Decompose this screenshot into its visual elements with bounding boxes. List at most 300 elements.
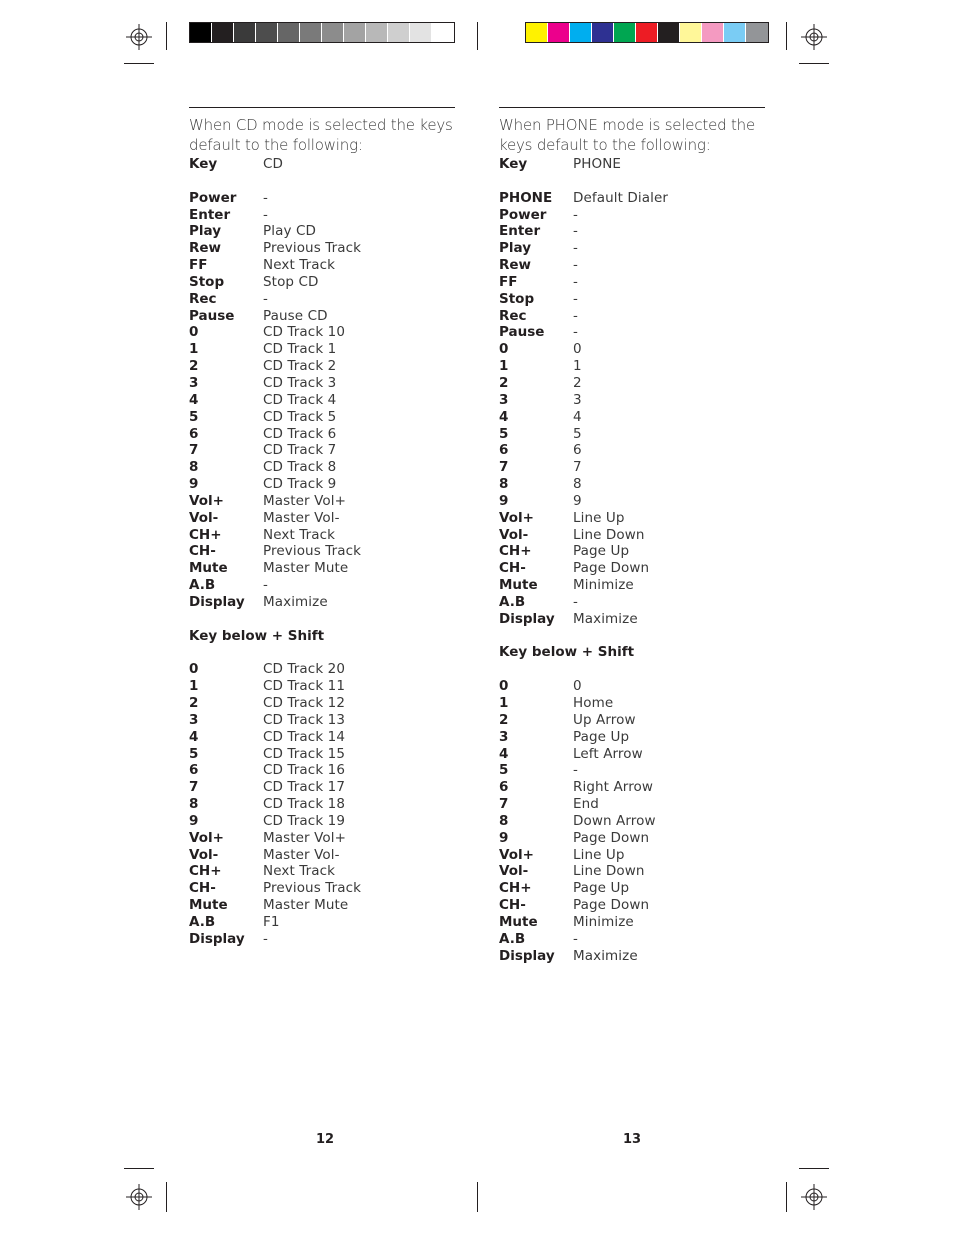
table-row xyxy=(499,678,765,695)
key-function: - xyxy=(263,577,268,594)
table-row xyxy=(499,796,765,813)
key-function: Down Arrow xyxy=(573,812,656,829)
key-function: 0 xyxy=(573,341,582,358)
key-name: Vol+ xyxy=(189,829,224,846)
crop-mark xyxy=(477,22,478,50)
key-name: Vol+ xyxy=(499,509,534,526)
color-swatch xyxy=(636,23,658,42)
key-function: - xyxy=(573,307,578,324)
key-name: 2 xyxy=(499,374,509,391)
table-row xyxy=(189,543,455,560)
table-row xyxy=(189,678,455,695)
key-name: Vol+ xyxy=(189,492,224,509)
key-name: Rew xyxy=(189,240,222,257)
key-function: 3 xyxy=(573,391,582,408)
key-function: Line Down xyxy=(573,863,645,880)
color-swatch xyxy=(256,23,278,42)
key-name: 9 xyxy=(189,812,199,829)
table-row xyxy=(189,931,455,948)
key-name: Rew xyxy=(499,257,532,274)
key-name: 8 xyxy=(189,459,199,476)
key-function: Next Track xyxy=(263,863,336,880)
table-row xyxy=(189,324,455,341)
key-function: CD Track 5 xyxy=(263,408,337,425)
color-swatch xyxy=(432,23,454,42)
key-name: CH- xyxy=(499,897,526,914)
page-number-left: 12 xyxy=(316,1132,335,1147)
shift-section-title: Key below + Shift xyxy=(499,644,635,661)
table-row xyxy=(189,426,455,443)
table-row xyxy=(189,695,455,712)
key-function: 5 xyxy=(573,425,582,442)
key-column-header: Key xyxy=(499,156,528,172)
grayscale-calibration-bar xyxy=(189,22,455,43)
key-name: Vol- xyxy=(499,526,529,543)
table-row xyxy=(189,746,455,763)
key-name: 9 xyxy=(499,492,509,509)
key-function: CD Track 2 xyxy=(263,358,337,375)
table-row xyxy=(499,897,765,914)
table-row xyxy=(189,863,455,880)
key-function: - xyxy=(263,206,268,223)
color-swatch xyxy=(724,23,746,42)
cd-mode-section xyxy=(189,107,455,948)
key-function: - xyxy=(573,324,578,341)
key-function: Play CD xyxy=(263,223,316,240)
key-function: CD Track 3 xyxy=(263,374,337,391)
table-row xyxy=(499,830,765,847)
color-swatch xyxy=(410,23,432,42)
key-name: 6 xyxy=(499,442,509,459)
key-name: 3 xyxy=(499,728,509,745)
table-row xyxy=(189,779,455,796)
table-row xyxy=(499,813,765,830)
key-name: Vol- xyxy=(189,846,219,863)
table-row xyxy=(189,459,455,476)
table-row xyxy=(189,257,455,274)
key-function: Home xyxy=(573,695,614,711)
key-name: Power xyxy=(499,206,547,223)
phone-shift-key-list xyxy=(499,678,765,964)
table-row xyxy=(499,324,765,341)
key-name: 5 xyxy=(189,408,199,425)
key-name: 8 xyxy=(189,796,199,813)
table-row xyxy=(189,409,455,426)
key-name: 1 xyxy=(189,678,199,695)
table-row xyxy=(499,847,765,864)
key-name: Mute xyxy=(499,913,538,930)
table-row xyxy=(499,358,765,375)
key-name: Play xyxy=(499,240,532,257)
key-function: 6 xyxy=(573,442,582,459)
key-function: CD Track 8 xyxy=(263,459,337,476)
key-name: A.B xyxy=(499,593,526,610)
key-name: CH+ xyxy=(189,526,222,543)
key-function: Previous Track xyxy=(263,880,362,897)
key-function: 4 xyxy=(573,408,582,425)
key-name: Display xyxy=(499,610,555,627)
key-name: 4 xyxy=(189,391,199,408)
table-row xyxy=(189,375,455,392)
key-function: CD Track 7 xyxy=(263,442,337,459)
key-name: 0 xyxy=(499,341,509,358)
key-name: 6 xyxy=(189,425,199,442)
key-name: 2 xyxy=(499,711,509,728)
mode-column-header: CD xyxy=(263,156,284,172)
key-function: Previous Track xyxy=(263,240,362,257)
key-function: CD Track 6 xyxy=(263,425,337,442)
table-row xyxy=(499,190,765,207)
crop-mark xyxy=(786,1182,787,1212)
key-name: 1 xyxy=(499,358,509,375)
key-name: 5 xyxy=(189,745,199,762)
key-name: Enter xyxy=(189,206,231,223)
color-swatch xyxy=(278,23,300,42)
key-name: A.B xyxy=(499,930,526,947)
key-function: - xyxy=(573,762,578,779)
crop-mark xyxy=(124,1168,154,1169)
color-swatch xyxy=(344,23,366,42)
table-row xyxy=(189,207,455,224)
key-name: 1 xyxy=(499,695,509,711)
color-swatch xyxy=(746,23,768,42)
key-name: 7 xyxy=(499,459,509,476)
key-name: CH+ xyxy=(499,880,532,897)
crop-mark xyxy=(799,1168,829,1169)
key-function: Master Mute xyxy=(263,897,349,914)
table-row xyxy=(499,308,765,325)
key-function: Master Vol+ xyxy=(263,829,347,846)
key-function: CD Track 1 xyxy=(263,341,337,358)
registration-mark-icon xyxy=(126,1184,152,1210)
key-function: - xyxy=(573,290,578,307)
table-row xyxy=(499,493,765,510)
key-function: CD Track 17 xyxy=(263,779,346,796)
key-function: 0 xyxy=(573,678,582,695)
key-name: Vol- xyxy=(189,509,219,526)
table-row xyxy=(499,880,765,897)
key-name: Pause xyxy=(499,324,545,341)
key-function: - xyxy=(573,240,578,257)
key-name: 3 xyxy=(499,391,509,408)
table-row xyxy=(499,779,765,796)
color-swatch xyxy=(234,23,256,42)
key-function: Master Vol- xyxy=(263,509,340,526)
table-row xyxy=(499,375,765,392)
key-name: Rec xyxy=(189,290,217,307)
table-row xyxy=(189,392,455,409)
key-function: 1 xyxy=(573,358,582,375)
key-name: Enter xyxy=(499,223,541,240)
key-function: - xyxy=(263,189,268,206)
key-name: A.B xyxy=(189,913,216,930)
key-column-header: Key xyxy=(189,156,218,172)
table-row xyxy=(499,459,765,476)
table-row xyxy=(189,510,455,527)
phone-intro-text: When PHONE mode is selected the keys default to the following: xyxy=(499,116,755,154)
key-function: Next Track xyxy=(263,526,336,543)
table-row xyxy=(499,577,765,594)
key-function: - xyxy=(573,930,578,947)
key-name: Display xyxy=(499,947,555,964)
key-name: 0 xyxy=(189,324,199,341)
key-name: 3 xyxy=(189,374,199,391)
key-function: 8 xyxy=(573,476,582,493)
table-row xyxy=(189,358,455,375)
key-function: Page Up xyxy=(573,880,630,897)
key-name: Stop xyxy=(499,290,535,307)
color-calibration-bar xyxy=(525,22,769,43)
key-function: Maximize xyxy=(573,610,638,627)
color-swatch xyxy=(570,23,592,42)
key-name: 4 xyxy=(499,745,509,762)
key-function: Left Arrow xyxy=(573,745,643,762)
table-row xyxy=(499,274,765,291)
key-function: 7 xyxy=(573,459,582,476)
table-row xyxy=(189,560,455,577)
table-row xyxy=(499,409,765,426)
key-name: Play xyxy=(189,223,222,240)
table-row xyxy=(189,577,455,594)
table-row xyxy=(189,594,455,611)
key-name: Vol- xyxy=(499,863,529,880)
key-function: CD Track 10 xyxy=(263,324,346,341)
table-row xyxy=(189,476,455,493)
table-row xyxy=(499,712,765,729)
key-function: Pause CD xyxy=(263,307,328,324)
table-row xyxy=(189,914,455,931)
table-row xyxy=(189,308,455,325)
key-name: CH- xyxy=(499,560,526,577)
key-name: 7 xyxy=(499,796,509,813)
table-row xyxy=(189,274,455,291)
table-row xyxy=(499,863,765,880)
key-name: A.B xyxy=(189,577,216,594)
table-row xyxy=(499,931,765,948)
key-name: 7 xyxy=(189,442,199,459)
key-name: FF xyxy=(499,273,518,290)
phone-mode-section xyxy=(499,107,765,965)
key-function: Stop CD xyxy=(263,273,319,290)
color-swatch xyxy=(680,23,702,42)
table-row xyxy=(499,207,765,224)
key-name: 0 xyxy=(189,661,199,678)
table-row xyxy=(499,762,765,779)
key-function: Master Mute xyxy=(263,560,349,577)
key-function: Previous Track xyxy=(263,543,362,560)
key-name: 9 xyxy=(499,829,509,846)
key-name: Display xyxy=(189,593,245,610)
key-name: 4 xyxy=(189,728,199,745)
table-row xyxy=(189,729,455,746)
table-row xyxy=(499,392,765,409)
key-function: - xyxy=(573,206,578,223)
table-row xyxy=(499,695,765,712)
key-function: F1 xyxy=(263,913,280,930)
table-row xyxy=(189,796,455,813)
crop-mark xyxy=(166,22,167,50)
table-row xyxy=(499,426,765,443)
color-swatch xyxy=(212,23,234,42)
key-name: 2 xyxy=(189,695,199,711)
table-row xyxy=(189,240,455,257)
table-row xyxy=(499,560,765,577)
color-swatch xyxy=(592,23,614,42)
table-row xyxy=(189,291,455,308)
table-row xyxy=(499,543,765,560)
key-name: 9 xyxy=(189,476,199,493)
key-function: Line Up xyxy=(573,846,625,863)
color-swatch xyxy=(526,23,548,42)
key-name: 0 xyxy=(499,678,509,695)
key-name: 3 xyxy=(189,711,199,728)
registration-mark-icon xyxy=(126,24,152,50)
table-row xyxy=(499,729,765,746)
table-row xyxy=(499,611,765,628)
table-row xyxy=(189,880,455,897)
key-name: Pause xyxy=(189,307,235,324)
key-function: Default Dialer xyxy=(573,189,669,206)
table-row xyxy=(499,948,765,965)
table-row xyxy=(189,762,455,779)
color-swatch xyxy=(366,23,388,42)
key-function: CD Track 11 xyxy=(263,678,346,695)
key-name: 6 xyxy=(499,779,509,796)
table-row xyxy=(189,897,455,914)
key-function: - xyxy=(573,273,578,290)
key-function: - xyxy=(573,223,578,240)
cd-key-list xyxy=(189,190,455,611)
color-swatch xyxy=(614,23,636,42)
key-name: 8 xyxy=(499,476,509,493)
table-row xyxy=(499,476,765,493)
key-function: CD Track 19 xyxy=(263,812,346,829)
shift-section-title: Key below + Shift xyxy=(189,627,325,644)
table-row xyxy=(499,510,765,527)
key-name: CH+ xyxy=(499,543,532,560)
key-function: CD Track 13 xyxy=(263,711,346,728)
key-name: Display xyxy=(189,930,245,947)
key-name: 6 xyxy=(189,762,199,779)
key-name: 2 xyxy=(189,358,199,375)
crop-mark xyxy=(477,1182,478,1212)
key-name: Rec xyxy=(499,307,527,324)
table-row xyxy=(189,341,455,358)
table-row xyxy=(499,257,765,274)
key-function: Maximize xyxy=(263,593,328,610)
color-swatch xyxy=(702,23,724,42)
table-row xyxy=(189,223,455,240)
key-function: Master Vol- xyxy=(263,846,340,863)
key-function: Up Arrow xyxy=(573,711,636,728)
key-name: Mute xyxy=(189,560,228,577)
key-function: CD Track 4 xyxy=(263,391,337,408)
key-function: Page Down xyxy=(573,829,650,846)
key-name: PHONE xyxy=(499,189,553,206)
color-swatch xyxy=(322,23,344,42)
key-name: 4 xyxy=(499,408,509,425)
color-swatch xyxy=(658,23,680,42)
key-name: 5 xyxy=(499,762,509,779)
table-row xyxy=(189,661,455,678)
section-rule xyxy=(499,107,765,108)
key-function: Page Up xyxy=(573,543,630,560)
crop-mark xyxy=(786,22,787,50)
key-function: CD Track 12 xyxy=(263,695,346,711)
crop-mark xyxy=(799,63,829,64)
section-rule xyxy=(189,107,455,108)
key-function: - xyxy=(263,930,268,947)
key-function: CD Track 20 xyxy=(263,661,346,678)
table-row xyxy=(189,712,455,729)
key-function: Minimize xyxy=(573,577,634,594)
key-function: CD Track 15 xyxy=(263,745,346,762)
key-name: 5 xyxy=(499,425,509,442)
key-function: Page Up xyxy=(573,728,630,745)
key-name: 8 xyxy=(499,812,509,829)
cd-shift-title-row xyxy=(189,628,455,645)
table-row xyxy=(499,527,765,544)
cd-table-header xyxy=(189,156,455,173)
table-row xyxy=(499,594,765,611)
key-name: 7 xyxy=(189,779,199,796)
table-row xyxy=(189,493,455,510)
key-function: Minimize xyxy=(573,913,634,930)
crop-mark xyxy=(166,1182,167,1212)
key-name: Vol+ xyxy=(499,846,534,863)
key-function: CD Track 9 xyxy=(263,476,337,493)
phone-key-list xyxy=(499,190,765,628)
key-function: 2 xyxy=(573,374,582,391)
key-function: Master Vol+ xyxy=(263,492,347,509)
key-function: Right Arrow xyxy=(573,779,654,796)
key-name: Mute xyxy=(499,577,538,594)
table-row xyxy=(499,442,765,459)
key-name: Stop xyxy=(189,273,225,290)
key-name: Mute xyxy=(189,897,228,914)
mode-column-header: PHONE xyxy=(573,156,622,172)
key-function: CD Track 14 xyxy=(263,728,346,745)
cd-shift-key-list xyxy=(189,661,455,947)
table-row xyxy=(499,746,765,763)
color-swatch xyxy=(300,23,322,42)
key-function: End xyxy=(573,796,599,813)
key-function: Page Down xyxy=(573,560,650,577)
key-name: CH+ xyxy=(189,863,222,880)
key-function: CD Track 16 xyxy=(263,762,346,779)
key-function: Line Up xyxy=(573,509,625,526)
table-row xyxy=(189,813,455,830)
key-function: Next Track xyxy=(263,257,336,274)
table-row xyxy=(499,223,765,240)
table-row xyxy=(189,527,455,544)
page-number-right: 13 xyxy=(623,1132,642,1147)
table-row xyxy=(189,830,455,847)
registration-mark-icon xyxy=(801,1184,827,1210)
key-function: 9 xyxy=(573,492,582,509)
phone-shift-title-row xyxy=(499,644,765,661)
color-swatch xyxy=(548,23,570,42)
registration-mark-icon xyxy=(801,24,827,50)
cd-intro-text: When CD mode is selected the keys default to the following: xyxy=(189,116,453,154)
table-row xyxy=(499,240,765,257)
phone-table-header xyxy=(499,156,765,173)
key-function: - xyxy=(573,257,578,274)
color-swatch xyxy=(190,23,212,42)
key-name: CH- xyxy=(189,880,216,897)
table-row xyxy=(499,914,765,931)
key-function: Maximize xyxy=(573,947,638,964)
